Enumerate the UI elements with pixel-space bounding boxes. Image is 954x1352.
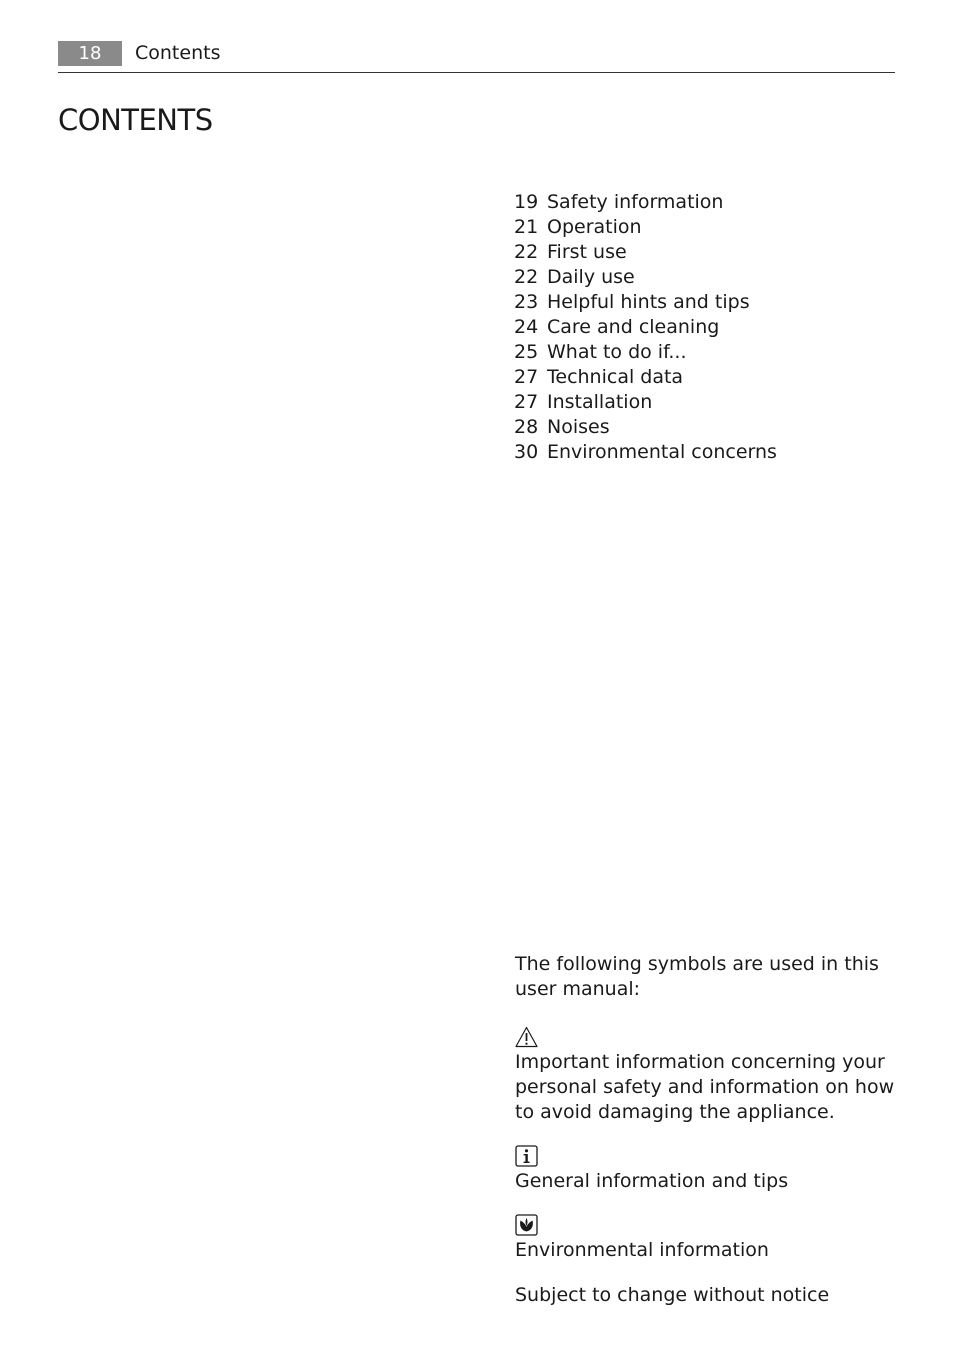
- toc-page-number: 22: [514, 266, 539, 288]
- toc-item-care-and-cleaning[interactable]: [514, 315, 777, 340]
- toc-item-operation[interactable]: [514, 215, 777, 240]
- toc-page-number: 30: [514, 441, 539, 463]
- symbols-intro: The following symbols are used in this user manual:: [515, 953, 879, 1000]
- toc-item-first-use[interactable]: [514, 240, 777, 265]
- toc-page-number: 28: [514, 416, 539, 438]
- toc-page-number: 24: [514, 316, 539, 338]
- page-header: [58, 40, 895, 73]
- toc-item-helpful-hints[interactable]: [514, 290, 777, 315]
- table-of-contents: [514, 190, 777, 465]
- info-symbol-text: General information and tips: [515, 1170, 789, 1192]
- info-symbol-block: [515, 1145, 895, 1194]
- toc-page-number: 22: [514, 241, 539, 263]
- toc-item-daily-use[interactable]: [514, 265, 777, 290]
- toc-item-installation[interactable]: [514, 390, 777, 415]
- toc-page-number: 27: [514, 366, 539, 388]
- toc-page-number: 23: [514, 291, 539, 313]
- page-number: 18: [58, 41, 122, 66]
- change-notice: Subject to change without notice: [515, 1284, 830, 1306]
- toc-label: Technical data: [547, 366, 684, 388]
- toc-page-number: 19: [514, 191, 539, 213]
- toc-label: Safety information: [547, 191, 724, 213]
- toc-page-number: 27: [514, 391, 539, 413]
- page-title: CONTENTS: [58, 103, 213, 137]
- toc-label: Daily use: [547, 266, 635, 288]
- toc-label: First use: [547, 241, 627, 263]
- toc-item-technical-data[interactable]: [514, 365, 777, 390]
- toc-page-number: 21: [514, 216, 539, 238]
- toc-item-noises[interactable]: [514, 415, 777, 440]
- toc-label: What to do if...: [547, 341, 687, 363]
- environment-symbol-block: [515, 1214, 895, 1263]
- toc-item-environmental-concerns[interactable]: [514, 440, 777, 465]
- environment-symbol-text: Environmental information: [515, 1239, 769, 1261]
- warning-symbol-text: Important information concerning your personal safety and information on how to avoid damaging the appliance.: [515, 1051, 895, 1123]
- warning-triangle-icon: [515, 1026, 538, 1048]
- toc-label: Operation: [547, 216, 642, 238]
- symbols-legend: [515, 952, 895, 1308]
- toc-item-what-to-do-if[interactable]: [514, 340, 777, 365]
- toc-label: Environmental concerns: [547, 441, 777, 463]
- toc-label: Helpful hints and tips: [547, 291, 750, 313]
- toc-label: Noises: [547, 416, 610, 438]
- environment-leaf-icon: [515, 1214, 538, 1236]
- section-name: Contents: [135, 42, 221, 64]
- toc-item-safety-information[interactable]: [514, 190, 777, 215]
- toc-label: Installation: [547, 391, 653, 413]
- warning-symbol-block: [515, 1026, 895, 1125]
- toc-label: Care and cleaning: [547, 316, 720, 338]
- toc-page-number: 25: [514, 341, 539, 363]
- info-icon: [515, 1145, 538, 1167]
